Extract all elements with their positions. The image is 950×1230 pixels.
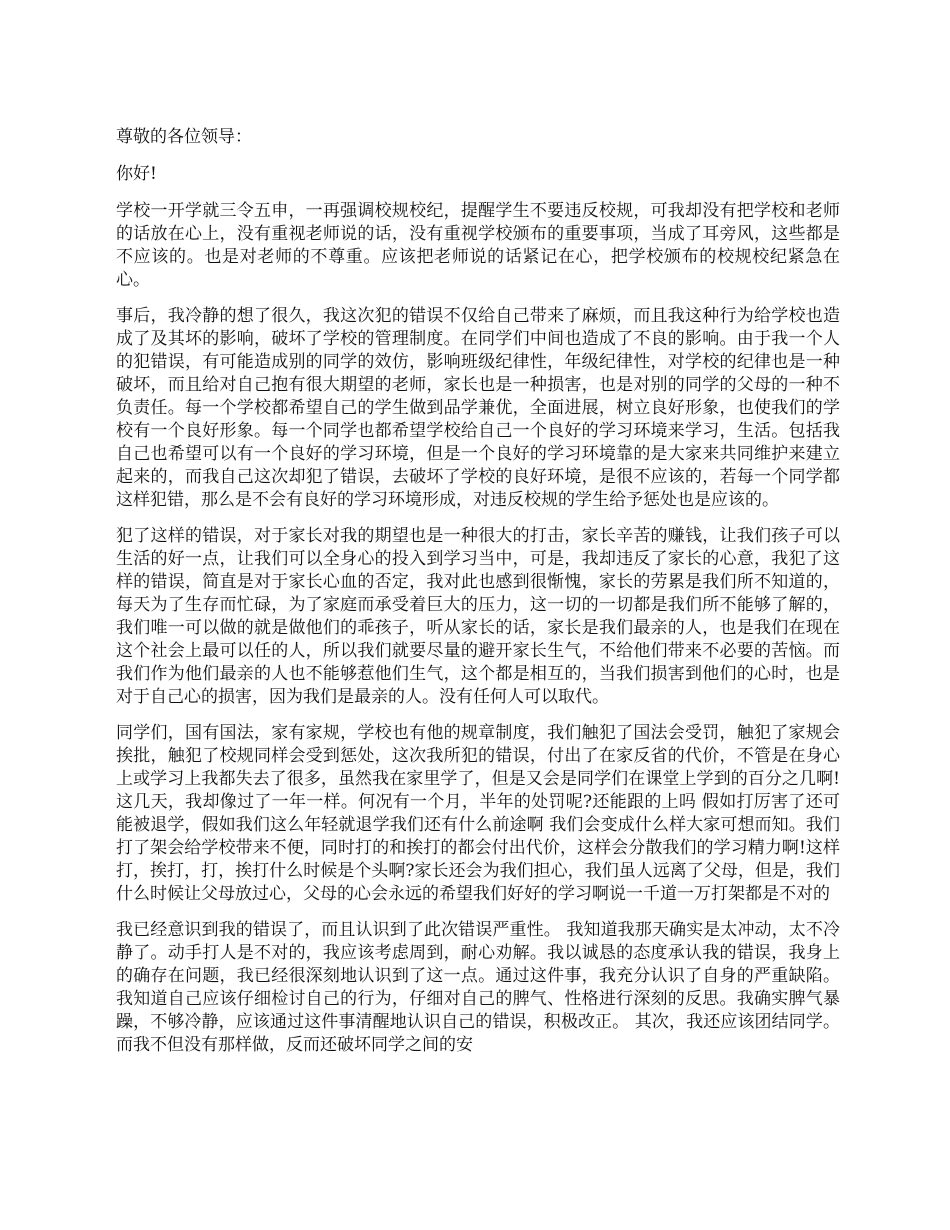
body-paragraph-3: 犯了这样的错误，对于家长对我的期望也是一种很大的打击，家长辛苦的赚钱，让我们孩子可以生活的好一点，让我们可以全身心的投入到学习当中，可是，我却违反了家长的心意，我犯了这样的错误，简直是对于家长心血的否定，我对此也感到很惭愧，家长的劳累是我们所不知道的，每天为了生存而忙碌，为了家庭而承受着巨大的压力，这一切的一切都是我们所不能够了解的，我们唯一可以做的就是做他们的乖孩子，听从家长的话，家长是我们最亲的人，也是我们在现在这个社会上最可以任的人，所以我们就要尽量的避开家长生气，不给他们带来不必要的苦恼。而我们作为他们最亲的人也不能够惹他们生气，这个都是相互的，当我们损害到他们的心时，也是对于自己心的损害，因为我们是最亲的人。没有任何人可以取代。 <box>116 526 840 707</box>
letter-document <box>116 126 840 1070</box>
body-paragraph-1: 学校一开学就三令五申，一再强调校规校纪，提醒学生不要违反校规，可我却没有把学校和老师的话放在心上，没有重视老师说的话，没有重视学校颁布的重要事项，当成了耳旁风，这些都是不应该的。也是对老师的不尊重。应该把老师说的话紧记在心，把学校颁布的校规校纪紧急在心。 <box>116 201 840 290</box>
body-paragraph-5: 我已经意识到我的错误了，而且认识到了此次错误严重性。 我知道我那天确实是太冲动，太不冷静了。动手打人是不对的，我应该考虑周到，耐心劝解。我以诚恳的态度承认我的错误，我身上的确存在问题，我已经很深刻地认识到了这一点。通过这件事，我充分认识了自身的严重缺陷。我知道自己应该仔细检讨自己的行为，仔细对自己的脾气、性格进行深刻的反思。我确实脾气暴躁，不够冷静，应该通过这件事清醒地认识自己的错误，积极改正。 其次，我还应该团结同学。而我不但没有那样做，反而还破坏同学之间的安 <box>116 920 840 1055</box>
body-paragraph-2: 事后，我冷静的想了很久，我这次犯的错误不仅给自己带来了麻烦，而且我这种行为给学校也造成了及其坏的影响，破坏了学校的管理制度。在同学们中间也造成了不良的影响。由于我一个人的犯错误，有可能造成别的同学的效仿，影响班级纪律性，年级纪律性，对学校的纪律也是一种破坏，而且给对自己抱有很大期望的老师，家长也是一种损害，也是对别的同学的父母的一种不负责任。每一个学校都希望自己的学生做到品学兼优，全面进展，树立良好形象，也使我们的学校有一个良好形象。每一个同学也都希望学校给自己一个良好的学习环境来学习，生活。包括我自己也希望可以有一个良好的学习环境，但是一个良好的学习环境靠的是大家来共同维护来建立起来的，而我自己这次却犯了错误，去破坏了学校的良好环境，是很不应该的，若每一个同学都这样犯错，那么是不会有良好的学习环境形成，对违反校规的学生给予惩处也是应该的。 <box>116 306 840 510</box>
body-paragraph-4: 同学们，国有国法，家有家规，学校也有他的规章制度，我们触犯了国法会受罚，触犯了家规会挨批，触犯了校规同样会受到惩处，这次我所犯的错误，付出了在家反省的代价，不管是在身心上或学习上我都失去了很多，虽然我在家里学了，但是又会是同学们在课堂上学到的百分之几啊!这几天，我却像过了一年一样。何况有一个月，半年的处罚呢?还能跟的上吗 假如打厉害了还可能被退学，假如我们这么年轻就退学我们还有什么前途啊 我们会变成什么样大家可想而知。我们打了架会给学校带来不便，同时打的和挨打的都会付出代价，这样会分散我们的学习精力啊!这样打，挨打，打，挨打什么时候是个头啊?家长还会为我们担心，我们虽人远离了父母，但是，我们什么时候让父母放过心，父母的心会永远的希望我们好好的学习啊说一千道一万打架都是不对的 <box>116 723 840 904</box>
letter-salutation: 尊敬的各位领导： <box>116 127 252 147</box>
letter-greeting: 你好! <box>116 164 157 184</box>
